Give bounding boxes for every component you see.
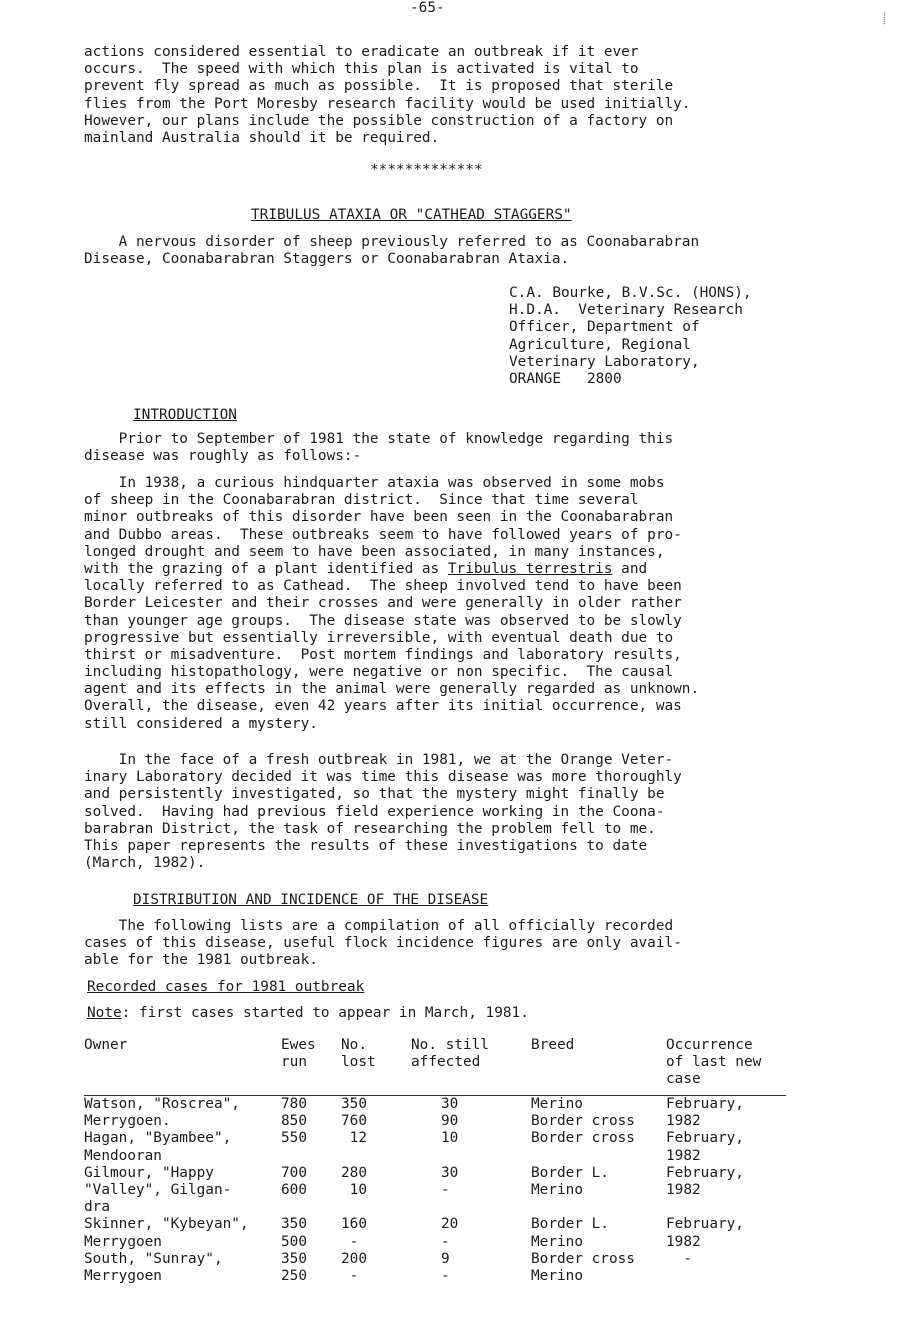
cell-owner: Watson, "Roscrea", Merrygoen. xyxy=(84,1096,240,1130)
intro-p2-after-line: progressive but essentially irreversible, with eventual death due to xyxy=(84,629,674,646)
article-subtitle xyxy=(84,234,804,268)
separator-stars: ************* xyxy=(370,162,483,178)
cell-breed: Merino Border cross xyxy=(531,1096,635,1130)
intro-p2-before-line: minor outbreaks of this disorder have been seen in the Coonabarabran xyxy=(84,509,674,526)
intro-p2-after-line: including histopathology, were negative or non specific. The causal xyxy=(84,664,674,681)
intro-p2-before-line: In 1938, a curious hindquarter ataxia was observed in some mobs xyxy=(84,475,665,491)
intro-p2-after-line: Overall, the disease, even 42 years after its initial occurrence, was xyxy=(84,698,682,715)
cell-breed: Border cross xyxy=(531,1130,635,1147)
species-line: with the grazing of a plant identified as Tribulus terrestris and xyxy=(84,560,648,577)
subtitle-lines-line: Disease, Coonabarabran Staggers or Coonabarabran Ataxia. xyxy=(84,251,570,268)
cell-ewes: 550 xyxy=(281,1130,307,1147)
intro-p3-line: This paper represents the results of these investigations to date xyxy=(84,837,648,854)
page-number: -65- xyxy=(410,0,445,16)
dist-p1-line: able for the 1981 outbreak. xyxy=(84,952,318,969)
table-row xyxy=(84,1251,786,1285)
table-row xyxy=(84,1130,786,1164)
cell-occurrence: February, 1982 xyxy=(666,1096,744,1130)
intro-paragraph-line: occurs. The speed with which this plan is activated is vital to xyxy=(84,61,639,78)
cell-occurrence: February, 1982 xyxy=(666,1216,744,1250)
cell-lost: 160 - xyxy=(341,1216,367,1250)
cell-affected: 30 90 xyxy=(441,1096,459,1130)
dist-p1-line: The following lists are a compilation of all officially recorded xyxy=(84,918,674,934)
intro-p3-line: (March, 1982). xyxy=(84,855,206,872)
cell-lost: 200 - xyxy=(341,1250,367,1285)
table-body xyxy=(84,1096,786,1285)
table-row xyxy=(84,1165,786,1217)
cell-ewes: 350 500 xyxy=(281,1216,307,1250)
intro-paragraph-line: mainland Australia should it be required. xyxy=(84,129,440,146)
intro-p2-before-line: longed drought and seem to have been associated, in many instances, xyxy=(84,543,665,560)
note-label: Note xyxy=(87,1005,122,1021)
intro-paragraph-line: flies from the Port Moresby research facility would be used initially. xyxy=(84,95,691,112)
author-lines-line: C.A. Bourke, B.V.Sc. (HONS), xyxy=(509,285,752,301)
intro-p3-line: solved. Having had previous field experience working in the Coona- xyxy=(84,803,665,820)
intro-p1-line: disease was roughly as follows:- xyxy=(84,448,362,465)
intro-paragraph-3 xyxy=(84,752,804,872)
author-block xyxy=(509,285,752,388)
header-occurrence: Occurrence of last new case xyxy=(666,1037,762,1088)
intro-paragraph-line: However, our plans include the possible construction of a factory on xyxy=(84,112,674,129)
cell-breed: Border L. Merino xyxy=(531,1216,609,1250)
intro-p2-after-line: thirst or misadventure. Post mortem findings and laboratory results, xyxy=(84,646,682,663)
cell-breed: Border cross Merino xyxy=(531,1250,635,1285)
table-row xyxy=(84,1096,786,1130)
cell-breed: Border L. Merino xyxy=(531,1164,609,1199)
cell-lost: 12 xyxy=(341,1130,367,1147)
intro-p2-after-line: than younger age groups. The disease state was observed to be slowly xyxy=(84,612,682,629)
cell-occurrence: February, 1982 xyxy=(666,1164,744,1199)
subtitle-lines-line: A nervous disorder of sheep previously referred to as Coonabarabran xyxy=(84,234,700,250)
intro-paragraph-line: prevent fly spread as much as possible. It is proposed that sterile xyxy=(84,78,674,95)
heading-recorded-cases: Recorded cases for 1981 outbreak xyxy=(87,979,365,995)
intro-p2-after-line: agent and its effects in the animal were generally regarded as unknown. xyxy=(84,681,700,698)
table-header-row xyxy=(84,1037,786,1096)
header-still-affected: No. still affected xyxy=(411,1037,489,1071)
intro-p3-line: barabran District, the task of researching the problem fell to me. xyxy=(84,820,656,837)
intro-paragraph-line: actions considered essential to eradicate an outbreak if it ever xyxy=(84,44,639,60)
heading-introduction: INTRODUCTION xyxy=(133,407,237,423)
intro-paragraph-2 xyxy=(84,475,804,733)
cell-owner: South, "Sunray", Merrygoen xyxy=(84,1250,223,1285)
note-text: : first cases started to appear in March, 1981. xyxy=(121,1005,529,1021)
cell-affected: 20 - xyxy=(441,1216,459,1250)
intro-p3-line: inary Laboratory decided it was time this disease was more thoroughly xyxy=(84,769,682,786)
cell-owner: Skinner, "Kybeyan", Merrygoen xyxy=(84,1216,249,1250)
intro-p3-line: In the face of a fresh outbreak in 1981, we at the Orange Veter- xyxy=(84,752,674,768)
header-ewes-run: Ewes run xyxy=(281,1037,316,1071)
author-lines-line: ORANGE 2800 xyxy=(509,370,622,387)
intro-p2-after-line: locally referred to as Cathead. The sheep involved tend to have been xyxy=(84,578,682,595)
margin-mark: ⸽ xyxy=(883,12,886,25)
intro-p1-line: Prior to September of 1981 the state of knowledge regarding this xyxy=(84,431,674,447)
header-breed: Breed xyxy=(531,1037,575,1053)
intro-paragraph-1 xyxy=(84,431,804,465)
heading-distribution: DISTRIBUTION AND INCIDENCE OF THE DISEASE xyxy=(133,892,489,908)
cell-occurrence: - xyxy=(666,1250,692,1267)
author-lines-line: Veterinary Laboratory, xyxy=(509,353,700,370)
cell-occurrence: February, 1982 xyxy=(666,1130,744,1164)
distribution-paragraph xyxy=(84,918,804,970)
cell-lost: 350 760 xyxy=(341,1096,367,1130)
dist-p1-line: cases of this disease, useful flock incidence figures are only avail- xyxy=(84,935,682,952)
header-no-lost: No. lost xyxy=(341,1037,376,1071)
cell-ewes: 350 250 xyxy=(281,1250,307,1285)
cell-affected: 10 xyxy=(441,1130,459,1147)
cell-ewes: 700 600 xyxy=(281,1164,307,1199)
author-lines-line: Agriculture, Regional xyxy=(509,336,691,353)
cell-lost: 280 10 xyxy=(341,1164,367,1199)
cell-ewes: 780 850 xyxy=(281,1096,307,1130)
recorded-cases-table xyxy=(84,1037,786,1285)
intro-p2-before-line: of sheep in the Coonabarabran district. Since that time several xyxy=(84,492,639,509)
table-row xyxy=(84,1216,786,1250)
cell-owner: Gilmour, "Happy "Valley", Gilgan- dra xyxy=(84,1164,232,1216)
article-title: TRIBULUS ATAXIA OR "CATHEAD STAGGERS" xyxy=(251,207,572,223)
intro-p2-after-line: still considered a mystery. xyxy=(84,715,318,732)
species-name: Tribulus terrestris xyxy=(447,560,613,577)
intro-p2-after-line: Border Leicester and their crosses and were generally in older rather xyxy=(84,595,682,612)
intro-p3-line: and persistently investigated, so that the mystery might finally be xyxy=(84,786,665,803)
cell-owner: Hagan, "Byambee", Mendooran xyxy=(84,1130,232,1164)
cell-affected: 9 - xyxy=(441,1250,450,1285)
cell-affected: 30 - xyxy=(441,1164,459,1199)
intro-p2-before-line: and Dubbo areas. These outbreaks seem to have followed years of pro- xyxy=(84,526,682,543)
intro-paragraph xyxy=(84,44,804,147)
author-lines-line: H.D.A. Veterinary Research xyxy=(509,302,743,319)
author-lines-line: Officer, Department of xyxy=(509,319,700,336)
header-owner: Owner xyxy=(84,1037,128,1053)
note-line xyxy=(87,1005,529,1022)
